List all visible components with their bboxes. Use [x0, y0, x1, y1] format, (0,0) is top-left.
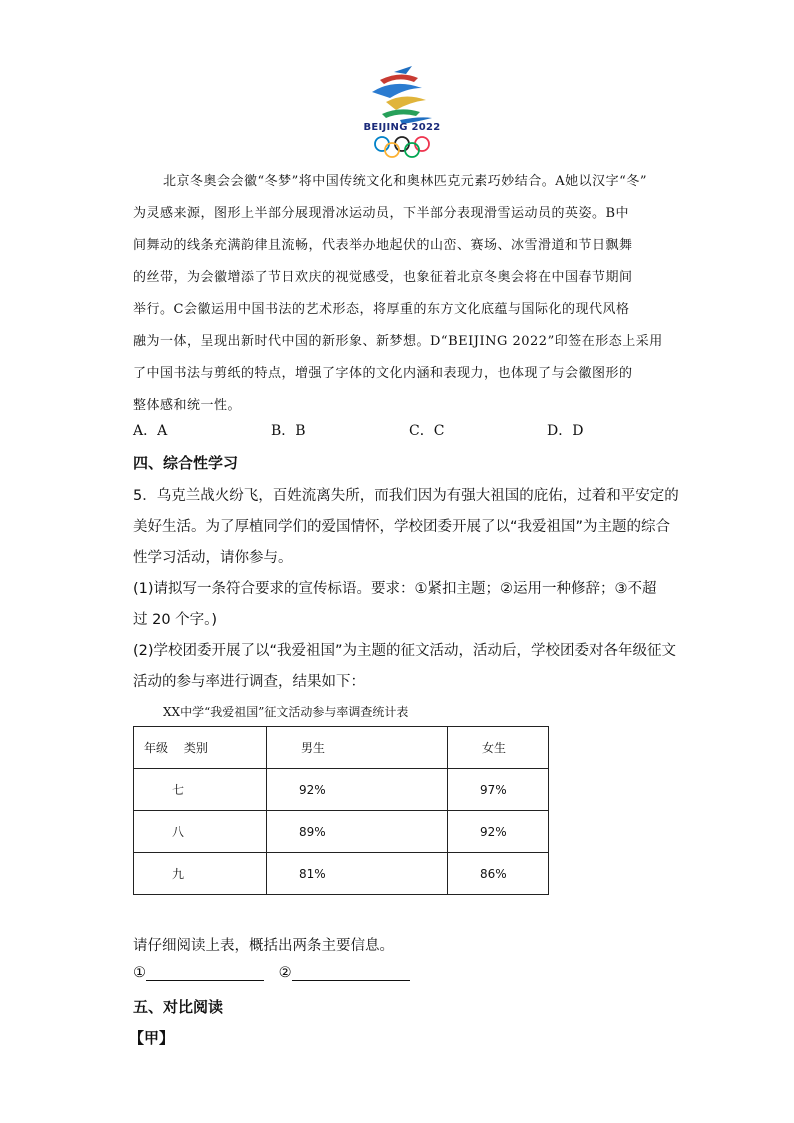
paragraph-line: 为灵感来源，图形上半部分展现滑冰运动员，下半部分表现滑雪运动员的英姿。B中 [133, 206, 630, 221]
cell-grade: 八 [134, 811, 267, 853]
header-male: 男生 [267, 727, 448, 769]
answer-blank-1[interactable] [146, 966, 264, 981]
cell-male: 81% [267, 853, 448, 895]
cell-grade: 九 [134, 853, 267, 895]
header-grade-category [134, 727, 267, 769]
olympic-rings-icon [372, 136, 432, 158]
question-5-line: 过 20 个字。) [133, 612, 218, 628]
logo-wordmark: BEIJING 2022 [363, 122, 441, 133]
cell-male: 89% [267, 811, 448, 853]
option-d[interactable]: D．D [547, 423, 584, 439]
header-category: 类别 [183, 741, 208, 755]
table-row [134, 769, 549, 811]
answer-blanks [133, 965, 420, 981]
table-header-row [134, 727, 549, 769]
header-grade: 年级 [144, 741, 169, 755]
cell-female: 92% [448, 811, 549, 853]
answer-blank-2[interactable] [292, 966, 410, 981]
option-a[interactable]: A．A [133, 423, 168, 439]
paragraph-line: 间舞动的线条充满韵律且流畅，代表举办地起伏的山峦、赛场、冰雪滑道和节日飘舞 [133, 238, 633, 253]
section-5-subtitle: 【甲】 [129, 1029, 175, 1047]
question-5-line: 活动的参与率进行调查，结果如下： [133, 674, 365, 690]
section-4-title: 四、综合性学习 [133, 454, 239, 472]
question-5-line: (2)学校团委开展了以“我爱祖国”为主题的征文活动，活动后，学校团委对各年级征文 [133, 643, 677, 659]
paragraph-line: 的丝带，为会徽增添了节日欢庆的视觉感受，也象征着北京冬奥会将在中国春节期间 [133, 270, 633, 285]
cell-female: 86% [448, 853, 549, 895]
paragraph-line: 融为一体，呈现出新时代中国的新形象、新梦想。D“BEIJING 2022”印签在形态上采用 [133, 334, 663, 349]
cell-grade: 七 [134, 769, 267, 811]
option-b[interactable]: B．B [271, 423, 306, 439]
paragraph-line: 北京冬奥会会徽“冬梦”将中国传统文化和奥林匹克元素巧妙结合。A她以汉字“冬” [163, 174, 647, 189]
section-5-title: 五、对比阅读 [133, 998, 224, 1016]
beijing-2022-logo [360, 62, 444, 162]
table-caption: XX中学“我爱祖国”征文活动参与率调查统计表 [163, 705, 409, 719]
option-c[interactable]: C．C [409, 423, 445, 439]
answer-options [133, 420, 693, 440]
table-row [134, 811, 549, 853]
participation-table [133, 726, 549, 895]
paragraph-line: 了中国书法与剪纸的特点，增强了字体的文化内涵和表现力，也体现了与会徽图形的 [133, 366, 633, 381]
question-5-line: (1)请拟写一条符合要求的宣传标语。要求：①紧扣主题；②运用一种修辞；③不超 [133, 581, 657, 597]
paragraph-line: 举行。C会徽运用中国书法的艺术形态，将厚重的东方文化底蕴与国际化的现代风格 [133, 302, 630, 317]
answer-mark-2: ② [278, 965, 292, 981]
cell-male: 92% [267, 769, 448, 811]
cell-female: 97% [448, 769, 549, 811]
paragraph-line: 整体感和统一性。 [133, 398, 242, 413]
header-female: 女生 [448, 727, 549, 769]
table-row [134, 853, 549, 895]
question-5-line: 美好生活。为了厚植同学们的爱国情怀，学校团委开展了以“我爱祖国”为主题的综合 [133, 519, 671, 535]
answer-mark-1: ① [133, 965, 146, 981]
question-5-line: 5．乌克兰战火纷飞，百姓流离失所，而我们因为有强大祖国的庇佑，过着和平安定的 [133, 488, 679, 504]
instruction-text: 请仔细阅读上表，概括出两条主要信息。 [133, 938, 394, 954]
question-5-line: 性学习活动，请你参与。 [133, 550, 293, 566]
